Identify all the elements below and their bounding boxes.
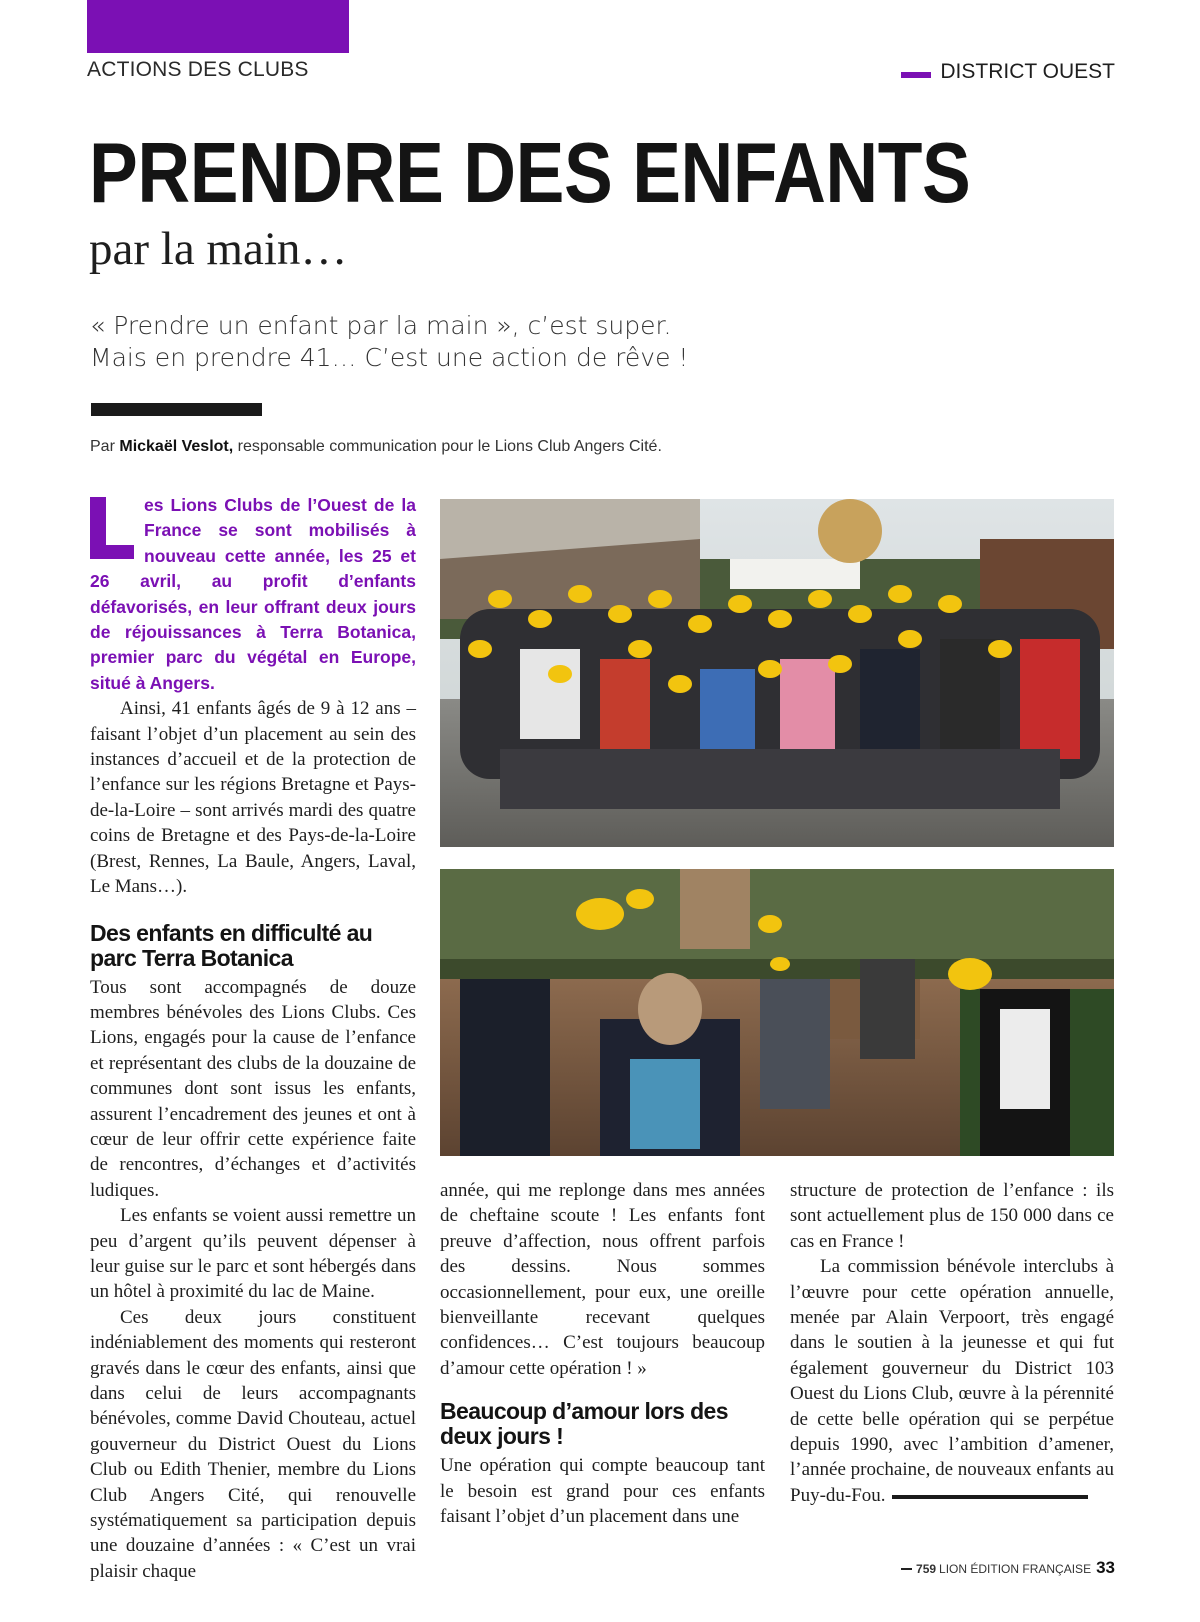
publication-name: LION ÉDITION FRANÇAISE [939, 1562, 1092, 1576]
end-of-article-mark [892, 1495, 1088, 1499]
lead-line-1: « Prendre un enfant par la main », c’est super. [90, 311, 672, 340]
body-paragraph: Tous sont accompagnés de douze membres bénévoles des Lions Clubs. Ces Lions, engagés pour la cause de l’enfance et représentant des clubs de la douzaine de communes dont sont issus les enfants, assurent l’encadrement des jeunes et ont à cœur de leur offrir cette expérience faite de rencontres, d’échanges et d’activités ludiques. [90, 976, 416, 1201]
page-number: 33 [1096, 1558, 1115, 1577]
article-column-1 [90, 493, 416, 1584]
intro-paragraph: es Lions Clubs de l’Ouest de la France se sont mobilisés à nouveau cette année, les 25 et 26 avril, au profit d’enfants défavorisés, en leur offrant deux jours de réjouissances à Terra Botanica, premier parc du végétal en Europe, situé à Angers. [90, 495, 416, 693]
subheading: Des enfants en difficulté au parc Terra Botanica [90, 919, 373, 971]
article-column-3 [790, 1178, 1114, 1508]
body-paragraph: année, qui me replonge dans mes années de cheftaine scoute ! Les enfants font preuve d’affection, nous offrent parfois des dessins. Nous sommes occasionnellement, pour eux, une oreille bienveillante recevant quelques confidences… C’est toujours beaucoup d’amour cette opération ! » [440, 1180, 765, 1379]
section-label: ACTIONS DES CLUBS [87, 58, 309, 81]
header-color-bar [87, 0, 349, 53]
subheading: Beaucoup d’amour lors des deux jours ! [440, 1398, 728, 1450]
body-paragraph [790, 1254, 1114, 1508]
byline [90, 438, 662, 456]
dropcap-foot [90, 545, 134, 559]
byline-role: responsable communication pour le Lions Club Angers Cité. [237, 438, 662, 455]
byline-author: Mickaël Veslot, [119, 438, 234, 455]
article-subtitle: par la main… [89, 223, 348, 275]
dropcap-l [90, 497, 136, 559]
group-photo [440, 499, 1114, 847]
issue-number: 759 [916, 1562, 937, 1576]
park-walk-photo [440, 869, 1114, 1156]
body-paragraph: structure de protection de l’enfance : ils sont actuellement plus de 150 000 dans ce cas en France ! [790, 1180, 1114, 1252]
district-text: DISTRICT OUEST [940, 60, 1115, 83]
lead-line-2: Mais en prendre 41… C’est une action de rêve ! [90, 343, 689, 372]
body-paragraph: Ces deux jours constituent indéniablement des moments qui resteront gravés dans le cœur des enfants, ainsi que dans celui de leurs accompagnants bénévoles, comme David Chouteau, actuel gouverneur du District Ouest du Lions Club ou Edith Thenier, membre du Lions Club Angers Cité, qui renouvelle systématiquement sa participation depuis une douzaine d’années : « C’est un vrai plaisir chaque [90, 1306, 416, 1582]
article-lead [90, 310, 688, 374]
article-title: PRENDRE DES ENFANTS [89, 126, 971, 221]
closing-text: La commission bénévole interclubs à l’œuvre pour cette opération annuelle, menée par Alain Verpoort, très engagé dans le soutien à la jeunesse et qui fut également gouverneur du District 103 Ouest du Lions Club, œuvre à la pérennité de cette belle opération qui se perpétue depuis 1990, avec l’ambition d’amener, l’année prochaine, de nouveaux enfants au Puy-du-Fou. [790, 1256, 1114, 1506]
body-paragraph: Les enfants se voient aussi remettre un peu d’argent qu’ils peuvent dépenser à leur guise sur le parc et sont hébergés dans un hôtel à proximité du lac de Maine. [90, 1205, 416, 1303]
page-footer [901, 1558, 1115, 1578]
footer-dash [901, 1568, 912, 1570]
body-paragraph: Ainsi, 41 enfants âgés de 9 à 12 ans – faisant l’objet d’un placement au sein des instances d’accueil et de la protection de l’enfance sur les régions Bretagne et Pays-de-la-Loire – sont arrivés mardi des quatre coins de Bretagne et des Pays-de-la-Loire (Brest, Rennes, La Baule, Angers, Laval, Le Mans…). [90, 698, 416, 898]
article-column-2 [440, 1178, 765, 1529]
body-paragraph: Une opération qui compte beaucoup tant le besoin est grand pour ces enfants faisant l’objet d’un placement dans une [440, 1455, 765, 1528]
byline-prefix: Par [90, 438, 115, 455]
lead-rule [91, 403, 262, 416]
district-label [901, 60, 1115, 84]
district-marker [901, 72, 931, 78]
